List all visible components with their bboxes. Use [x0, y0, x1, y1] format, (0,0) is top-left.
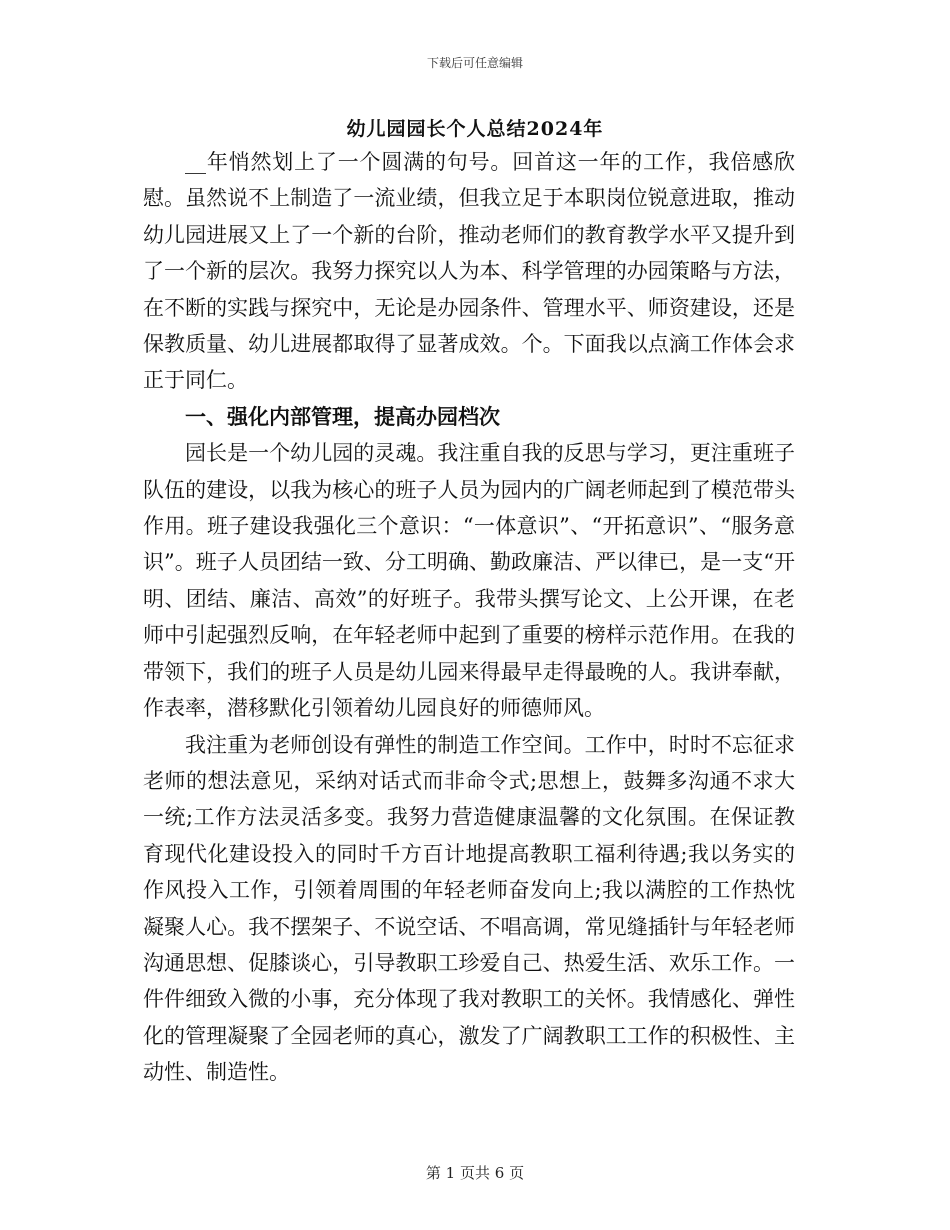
document-body — [143, 144, 795, 1091]
intro-paragraph: __年悄然划上了一个圆满的句号。回首这一年的工作，我倍感欣慰。虽然说不上制造了一流业绩，但我立足于本职岗位锐意进取，推动幼儿园进展又上了一个新的台阶，推动老师们的教育教学水平又提升到了一个新的层次。我努力探究以人为本、科学管理的办园策略与方法，在不断的实践与探究中，无论是办园条件、管理水平、师资建设，还是保教质量、幼儿进展都取得了显著成效。个。下面我以点滴工作体会求正于同仁。 — [143, 150, 795, 393]
body-paragraph: 园长是一个幼儿园的灵魂。我注重自我的反思与学习，更注重班子队伍的建设，以我为核心的班子人员为园内的广阔老师起到了模范带头作用。班子建设我强化三个意识：“一体意识”、“开拓意识”、“服务意识”。班子人员团结一致、分工明确、勤政廉洁、严以律已，是一支“开明、团结、廉洁、高效”的好班子。我带头撰写论文、上公开课，在老师中引起强烈反响，在年轻老师中起到了重要的榜样示范作用。在我的带领下，我们的班子人员是幼儿园来得最早走得最晚的人。我讲奉献，作表率，潜移默化引领着幼儿园良好的师德师风。 — [143, 441, 795, 721]
document-title: 幼儿园园长个人总结2024年 — [346, 118, 604, 140]
body-paragraph: 我注重为老师创设有弹性的制造工作空间。工作中，时时不忘征求老师的想法意见，采纳对话式而非命令式;思想上，鼓舞多沟通不求大一统;工作方法灵活多变。我努力营造健康温馨的文化氛围。在保证教育现代化建设投入的同时千方百计地提高教职工福利待遇;我以务实的作风投入工作，引领着周围的年轻老师奋发向上;我以满腔的工作热忱凝聚人心。我不摆架子、不说空话、不唱高调，常见缝插针与年轻老师沟通思想、促膝谈心，引导教职工珍爱自己、热爱生活、欢乐工作。一件件细致入微的小事，充分体现了我对教职工的关怀。我情感化、弹性化的管理凝聚了全园老师的真心，激发了广阔教职工工作的积极性、主动性、制造性。 — [143, 732, 795, 1085]
page-number: 第 1 页共 6 页 — [425, 1164, 525, 1182]
section-heading: 一、强化内部管理，提高办园档次 — [185, 403, 500, 429]
header-note: 下载后可任意编辑 — [426, 56, 523, 70]
